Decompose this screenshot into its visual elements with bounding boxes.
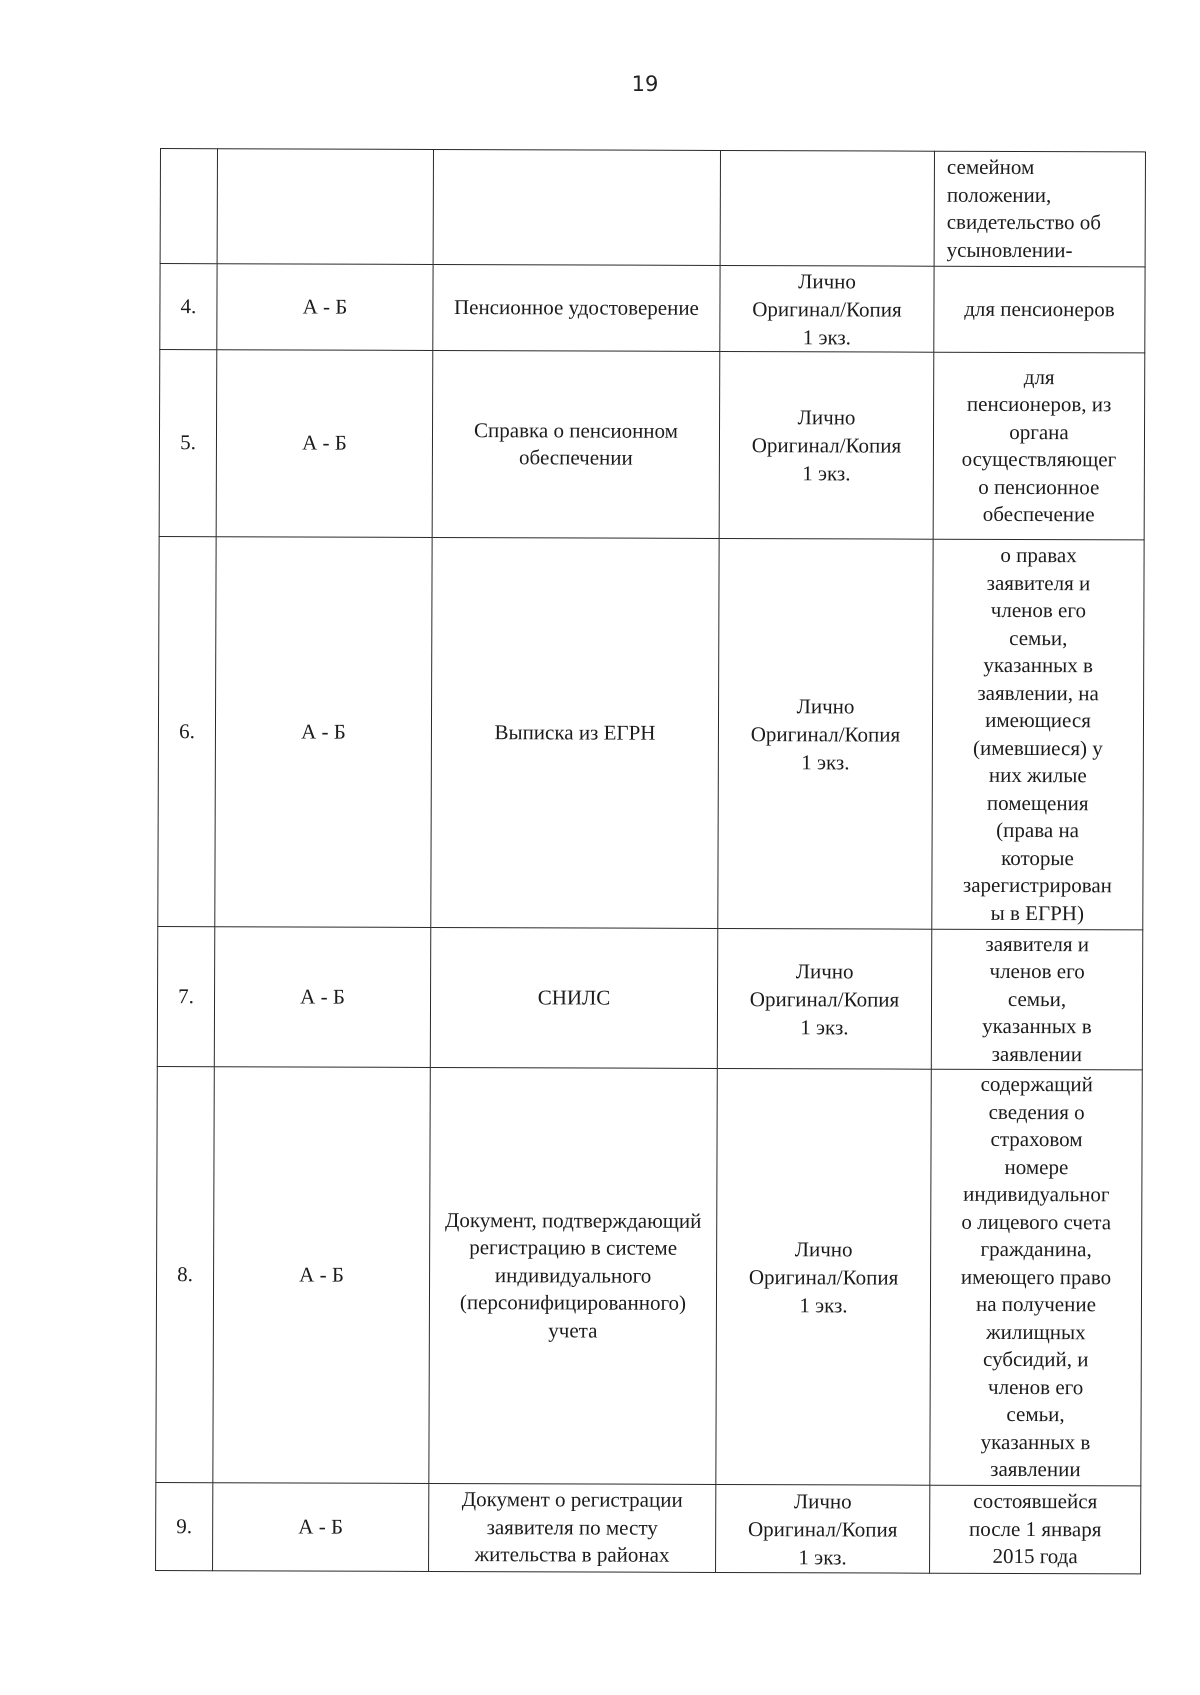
note-cell: о правах заявителя и членов его семьи, указанных в заявлении, на имеющиеся (имевшиеся) у них жилые помещения (права на которые зарегистрирован ы в ЕГРН) xyxy=(932,539,1144,930)
note-cell: заявителя и членов его семьи, указанных в заявлении xyxy=(931,929,1142,1070)
table-row xyxy=(160,149,1145,267)
note-cell: для пенсионеров xyxy=(934,266,1145,353)
category-cell: А - Б xyxy=(216,350,433,538)
form-cell: Лично Оригинал/Копия 1 экз. xyxy=(719,351,934,539)
document-cell: Пенсионное удостоверение xyxy=(433,264,720,351)
row-number xyxy=(160,149,217,264)
documents-table xyxy=(155,148,1146,1574)
document-cell xyxy=(433,149,720,265)
row-number: 4. xyxy=(160,264,217,350)
table-row xyxy=(156,1482,1141,1573)
table-row xyxy=(156,1066,1142,1485)
form-cell: Лично Оригинал/Копия 1 экз. xyxy=(717,928,931,1069)
row-number: 8. xyxy=(156,1066,214,1482)
form-cell: Лично Оригинал/Копия 1 экз. xyxy=(720,265,934,352)
row-number: 5. xyxy=(159,350,217,537)
category-cell: А - Б xyxy=(214,927,430,1068)
document-cell: Документ, подтверждающий регистрацию в системе индивидуального (персонифицированного) учета xyxy=(429,1067,717,1484)
document-cell: Справка о пенсионном обеспечении xyxy=(432,350,720,538)
table-row xyxy=(159,350,1145,540)
row-number: 9. xyxy=(156,1482,213,1570)
category-cell: А - Б xyxy=(213,1067,430,1484)
note-cell: для пенсионеров, из органа осуществляющег о пенсионное обеспечение xyxy=(933,352,1145,540)
document-cell: СНИЛС xyxy=(430,927,717,1068)
note-cell: состоявшейся после 1 января 2015 года xyxy=(930,1485,1141,1574)
form-cell xyxy=(720,150,934,266)
table-row xyxy=(158,536,1144,929)
form-cell: Лично Оригинал/Копия 1 экз. xyxy=(718,538,933,929)
category-cell: А - Б xyxy=(213,1483,429,1572)
table-row xyxy=(160,264,1145,353)
document-cell: Выписка из ЕГРН xyxy=(431,537,719,928)
document-cell: Документ о регистрации заявителя по месту жительства в районах xyxy=(429,1483,716,1572)
row-number: 6. xyxy=(158,536,216,926)
form-cell: Лично Оригинал/Копия 1 экз. xyxy=(716,1484,930,1573)
category-cell xyxy=(217,149,433,265)
table-row xyxy=(157,926,1142,1069)
note-cell: содержащий сведения о страховом номере индивидуальног о лицевого счета гражданина, имеющего право на получение жилищных субсидий, и членов его семьи, указанных в заявлении xyxy=(930,1069,1142,1486)
page-number: 19 xyxy=(631,72,659,96)
form-cell: Лично Оригинал/Копия 1 экз. xyxy=(716,1068,931,1485)
category-cell: А - Б xyxy=(217,264,433,351)
category-cell: А - Б xyxy=(215,537,432,928)
note-cell: семейном положении, свидетельство об усыновлении- xyxy=(934,151,1145,267)
row-number: 7. xyxy=(157,926,214,1066)
